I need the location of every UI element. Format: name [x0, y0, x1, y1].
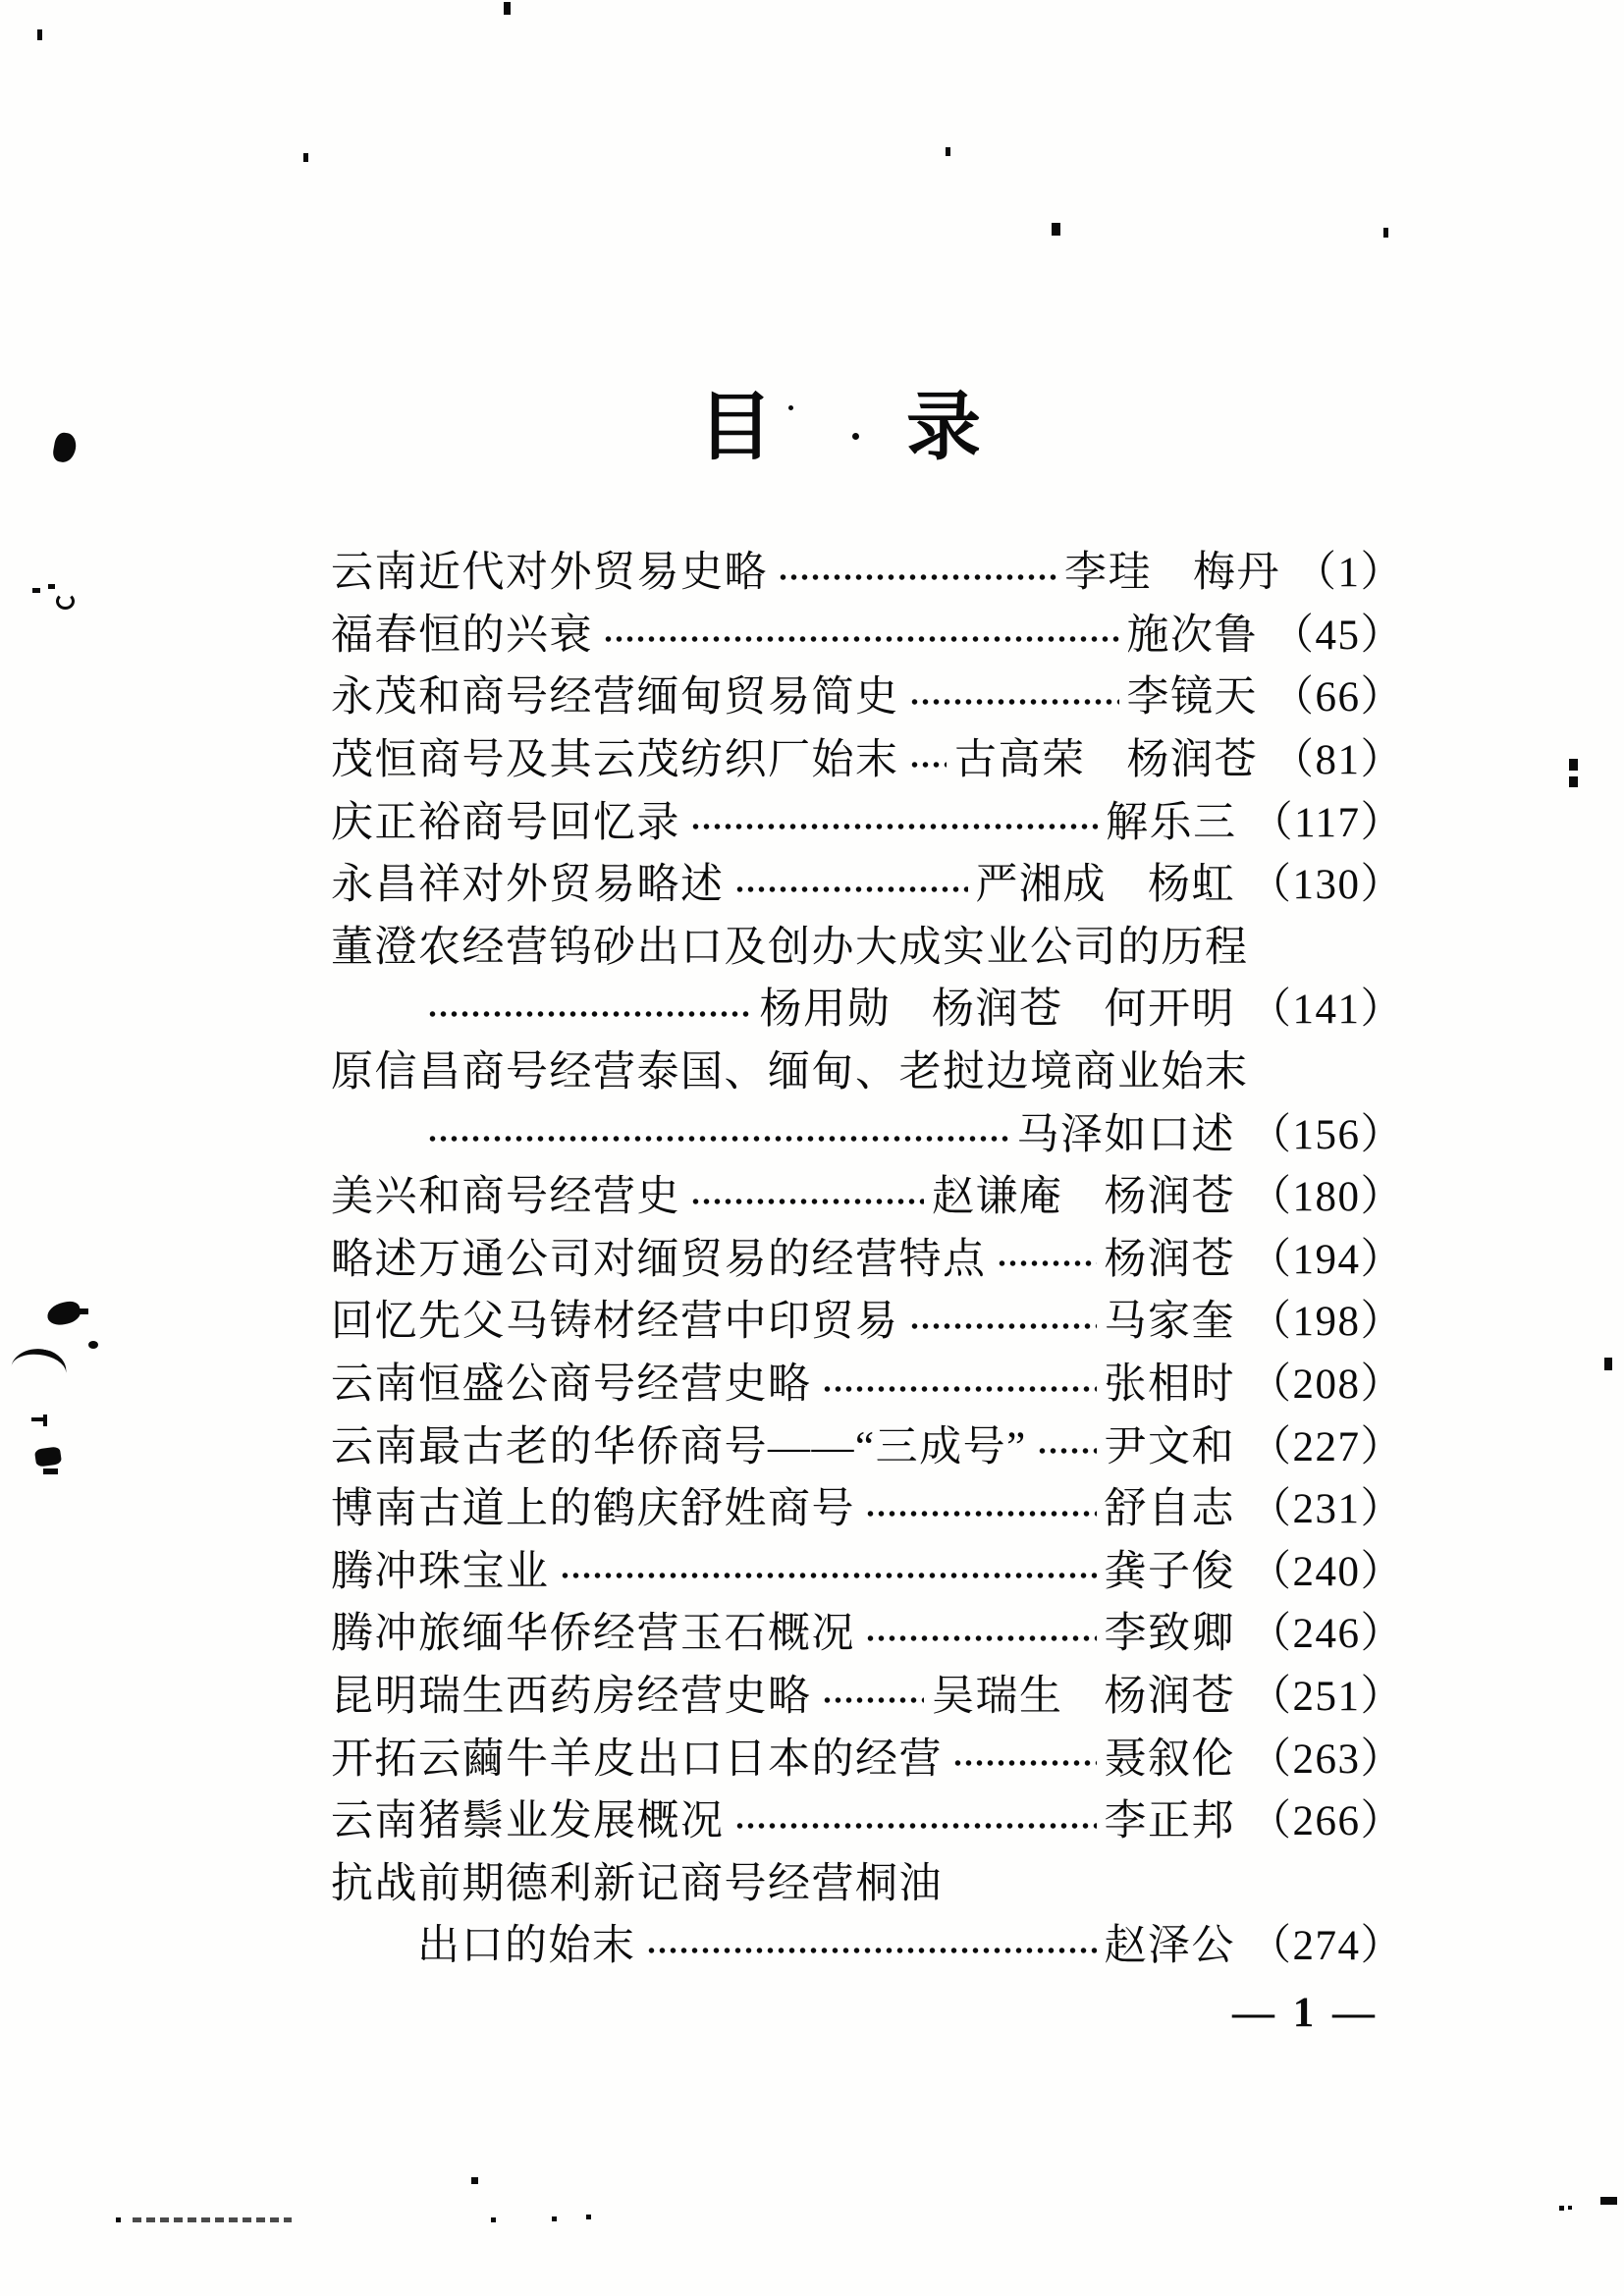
dot-leader	[427, 1006, 752, 1022]
toc-entry	[331, 1229, 1404, 1292]
toc-entry	[331, 1666, 1404, 1729]
dot-leader	[909, 757, 947, 773]
entry-page-number: （130）	[1249, 862, 1404, 909]
author-name: 聂叙伦	[1104, 1735, 1235, 1783]
author-name: 杨润苍	[932, 987, 1063, 1034]
author-name: 李致卿	[1104, 1611, 1235, 1658]
scan-speck	[504, 2, 511, 15]
toc-entry	[331, 1852, 1404, 1915]
entry-page-number: （45）	[1272, 612, 1404, 659]
author-name: 梅丹	[1193, 550, 1280, 597]
entry-title: 庆正裕商号回忆录	[331, 799, 680, 846]
dot-leader	[778, 569, 1056, 585]
author-name: 杨虹	[1148, 862, 1235, 909]
entry-authors	[1104, 1548, 1236, 1595]
entry-authors	[1104, 1611, 1236, 1658]
scan-speck	[1559, 2206, 1564, 2211]
entry-page-number: （180）	[1249, 1174, 1404, 1221]
author-name: 杨润苍	[1104, 1236, 1235, 1283]
entry-page-number: （194）	[1249, 1236, 1404, 1283]
author-name: 李珪	[1064, 550, 1152, 597]
scan-pen-stroke	[9, 1344, 70, 1390]
scan-speck	[788, 405, 793, 410]
scan-speck	[116, 2217, 121, 2222]
entry-authors	[1104, 1362, 1236, 1409]
author-name: 舒自志	[1104, 1486, 1235, 1533]
scan-squiggle	[56, 593, 75, 610]
entry-authors	[1127, 676, 1259, 719]
scan-speck	[37, 29, 42, 40]
toc-entry	[331, 917, 1404, 980]
entry-title: 云南近代对外贸易史略	[331, 550, 768, 597]
dot-leader	[952, 1755, 1097, 1771]
scan-speck	[1600, 2197, 1617, 2205]
dot-leader	[427, 1131, 1009, 1147]
entry-page-number: （266）	[1249, 1798, 1404, 1845]
entry-title: 董澄农经营钨砂出口及创办大成实业公司的历程	[331, 924, 1249, 971]
toc-entry	[331, 1103, 1404, 1166]
title-char-left: 目	[698, 387, 773, 469]
toc-list	[331, 542, 1404, 1978]
entry-title: 永茂和商号经营缅甸贸易简史	[331, 674, 899, 721]
entry-authors	[1104, 1486, 1236, 1533]
page-number-footer: — 1 —	[1232, 1990, 1379, 2036]
entry-title: 云南猪鬃业发展概况	[331, 1798, 725, 1845]
toc-entry	[331, 1415, 1404, 1478]
entry-authors	[954, 737, 1258, 784]
entry-page-number: （81）	[1272, 737, 1404, 784]
scan-speck	[88, 1341, 98, 1349]
toc-entry	[331, 542, 1404, 605]
entry-title: 福春恒的兴衰	[331, 612, 593, 659]
dot-leader	[734, 881, 968, 897]
entry-title: 昆明瑞生西药房经营史略	[331, 1673, 812, 1720]
scan-speck	[552, 2216, 557, 2221]
author-name: 何开明	[1104, 987, 1235, 1034]
entry-title: 博南古道上的鹤庆舒姓商号	[331, 1486, 855, 1533]
author-name: 施次鲁	[1126, 612, 1258, 659]
author-name: 龚子俊	[1104, 1548, 1235, 1595]
toc-entry	[331, 1541, 1404, 1604]
entry-title: 出口的始末	[417, 1923, 636, 1970]
entry-authors	[1064, 550, 1280, 597]
entry-authors	[759, 987, 1236, 1034]
author-name: 解乐三	[1106, 799, 1237, 846]
entry-page-number: （117）	[1250, 799, 1404, 846]
scan-speck	[1568, 2206, 1572, 2210]
author-name: 杨用勋	[759, 987, 891, 1034]
scan-speck	[852, 433, 859, 440]
entry-page-number: （240）	[1249, 1548, 1404, 1595]
dot-leader	[734, 1818, 1097, 1834]
dot-leader	[1037, 1443, 1097, 1459]
entry-authors	[932, 1673, 1235, 1720]
entry-page-number: （66）	[1272, 674, 1404, 721]
scan-speck	[43, 1468, 58, 1474]
entry-title: 略述万通公司对缅贸易的经营特点	[331, 1236, 987, 1283]
entry-title: 云南恒盛公商号经营史略	[331, 1362, 812, 1409]
dot-leader	[822, 1381, 1097, 1397]
entry-page-number: （231）	[1249, 1486, 1404, 1533]
author-name: 杨润苍	[1126, 737, 1258, 784]
toc-entry	[331, 1915, 1404, 1978]
entry-title: 开拓云繭牛羊皮出口日本的经营	[331, 1735, 943, 1783]
entry-authors	[1104, 1236, 1236, 1283]
author-name: 马泽如口述	[1016, 1111, 1235, 1158]
scan-speck	[303, 153, 308, 162]
author-name: 严湘成	[975, 862, 1107, 909]
toc-entry	[331, 1291, 1404, 1354]
toc-entry	[331, 1166, 1404, 1229]
scan-speck	[491, 2217, 496, 2222]
entry-page-number: （141）	[1249, 987, 1404, 1034]
entry-authors	[1104, 1735, 1236, 1783]
author-name: 赵谦庵	[932, 1174, 1063, 1221]
entry-page-number: （251）	[1249, 1673, 1404, 1720]
toc-entry	[331, 979, 1404, 1041]
dot-leader	[603, 631, 1119, 647]
dot-leader	[646, 1943, 1097, 1958]
entry-authors	[1016, 1111, 1236, 1158]
dot-leader	[865, 1630, 1097, 1646]
scan-speck	[32, 588, 40, 593]
entry-authors	[932, 1174, 1235, 1221]
entry-title: 原信昌商号经营泰国、缅甸、老挝边境商业始末	[331, 1049, 1249, 1096]
toc-entry	[331, 1354, 1404, 1416]
scan-speck	[77, 1308, 88, 1314]
entry-title: 回忆先父马铸材经营中印贸易	[331, 1299, 899, 1346]
entry-authors	[1127, 614, 1259, 657]
entry-page-number: （227）	[1249, 1423, 1404, 1470]
entry-page-number: （274）	[1249, 1923, 1404, 1970]
author-name: 杨润苍	[1104, 1174, 1235, 1221]
toc-entry	[331, 667, 1404, 729]
dot-leader	[865, 1506, 1097, 1522]
toc-entry	[331, 1790, 1404, 1853]
scan-speck	[946, 147, 950, 156]
entry-authors	[1104, 1923, 1236, 1970]
entry-page-number: （208）	[1249, 1362, 1404, 1409]
author-name: 李正邦	[1104, 1798, 1235, 1845]
entry-authors	[1106, 799, 1237, 846]
page-title	[0, 387, 1624, 469]
author-name: 古高荣	[954, 737, 1086, 784]
author-name: 李镜天	[1126, 674, 1258, 721]
entry-title: 腾冲珠宝业	[331, 1548, 550, 1595]
scan-speck	[1383, 228, 1388, 238]
dot-leader	[690, 1194, 924, 1209]
entry-title: 茂恒商号及其云茂纺织厂始末	[331, 737, 899, 784]
scan-speck	[586, 2215, 591, 2219]
scan-ink-blob	[34, 1446, 62, 1467]
title-char-right: 录	[906, 387, 981, 469]
entry-title: 美兴和商号经营史	[331, 1174, 680, 1221]
author-name: 赵泽公	[1104, 1923, 1235, 1970]
entry-authors	[1104, 1299, 1236, 1346]
toc-entry	[331, 729, 1404, 792]
entry-page-number: （246）	[1249, 1611, 1404, 1658]
toc-entry	[331, 791, 1404, 854]
scan-speck	[471, 2177, 478, 2184]
dot-leader	[822, 1692, 925, 1708]
scan-speck	[1604, 1358, 1612, 1370]
toc-entry	[331, 1603, 1404, 1666]
entry-page-number: （263）	[1249, 1735, 1404, 1783]
entry-page-number: （156）	[1249, 1111, 1404, 1158]
author-name: 吴瑞生	[932, 1673, 1063, 1720]
entry-page-number: （198）	[1249, 1299, 1404, 1346]
scan-speck	[1569, 759, 1578, 771]
scan-speck	[43, 1415, 47, 1426]
toc-entry	[331, 854, 1404, 917]
dot-leader	[690, 819, 1098, 834]
scan-speck	[48, 584, 55, 589]
entry-title: 云南最古老的华侨商号——“三成号”	[331, 1423, 1027, 1470]
entry-authors	[975, 862, 1236, 909]
author-name: 杨润苍	[1104, 1673, 1235, 1720]
toc-entry	[331, 1041, 1404, 1104]
entry-title: 抗战前期德利新记商号经营桐油	[331, 1860, 943, 1907]
toc-entry	[331, 1728, 1404, 1790]
dot-leader	[997, 1255, 1097, 1271]
author-name: 马家奎	[1104, 1299, 1235, 1346]
author-name: 张相时	[1104, 1362, 1235, 1409]
entry-authors	[1104, 1798, 1236, 1845]
entry-title: 永昌祥对外贸易略述	[331, 862, 725, 909]
author-name: 尹文和	[1104, 1423, 1235, 1470]
entry-title: 腾冲旅缅华侨经营玉石概况	[331, 1611, 855, 1658]
scan-speck	[1052, 223, 1060, 236]
dot-leader	[909, 1318, 1097, 1334]
entry-authors	[1104, 1423, 1236, 1470]
scan-dashed-line	[133, 2217, 292, 2222]
toc-entry	[331, 1478, 1404, 1541]
dot-leader	[909, 694, 1119, 710]
toc-entry	[331, 605, 1404, 667]
scan-speck	[1569, 776, 1578, 787]
entry-page-number: （1）	[1294, 550, 1404, 597]
dot-leader	[560, 1568, 1097, 1583]
